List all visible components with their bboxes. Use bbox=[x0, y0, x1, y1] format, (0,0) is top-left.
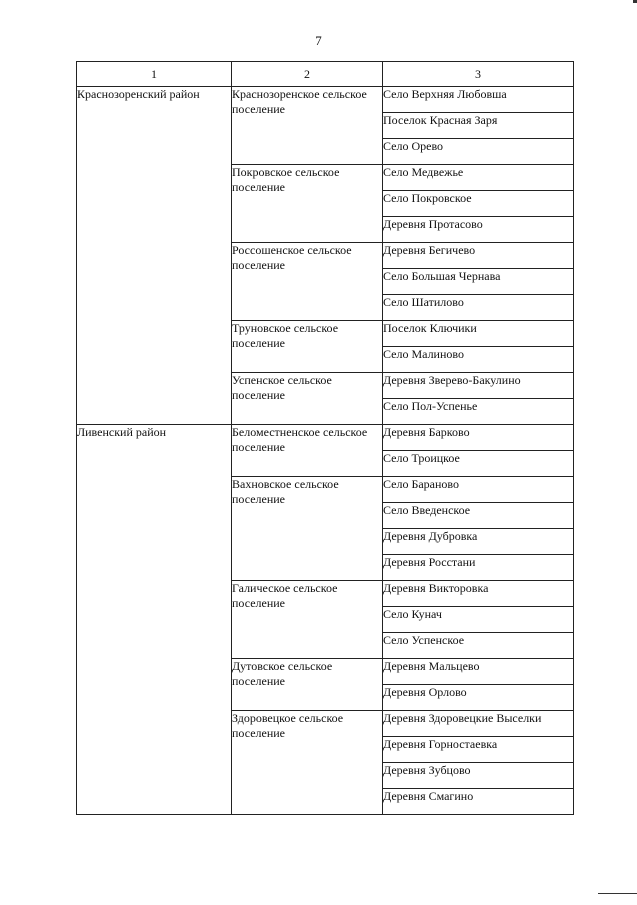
village-cell: Деревня Зубцово bbox=[383, 763, 574, 789]
page-number: 7 bbox=[315, 33, 322, 48]
edge-mark bbox=[633, 0, 637, 3]
village-cell: Село Кунач bbox=[383, 607, 574, 633]
edge-mark bbox=[598, 893, 637, 894]
village-cell: Село Успенское bbox=[383, 633, 574, 659]
village-cell: Деревня Мальцево bbox=[383, 659, 574, 685]
settlement-cell: Труновское сельское поселение bbox=[232, 321, 383, 373]
column-header: 1 bbox=[77, 62, 232, 87]
settlements-table bbox=[76, 61, 574, 815]
village-cell: Поселок Красная Заря bbox=[383, 113, 574, 139]
settlement-cell: Беломестненское сельское поселение bbox=[232, 425, 383, 477]
village-cell: Деревня Орлово bbox=[383, 685, 574, 711]
settlement-cell: Россошенское сельское поселение bbox=[232, 243, 383, 321]
settlement-cell: Галическое сельское поселение bbox=[232, 581, 383, 659]
table-body bbox=[77, 87, 574, 815]
village-cell: Село Большая Чернава bbox=[383, 269, 574, 295]
column-header: 3 bbox=[383, 62, 574, 87]
village-cell: Село Малиново bbox=[383, 347, 574, 373]
village-cell: Деревня Дубровка bbox=[383, 529, 574, 555]
settlement-cell: Здоровецкое сельское поселение bbox=[232, 711, 383, 815]
district-cell: Ливенский район bbox=[77, 425, 232, 815]
village-cell: Село Шатилово bbox=[383, 295, 574, 321]
settlement-cell: Покровское сельское поселение bbox=[232, 165, 383, 243]
village-cell: Деревня Смагино bbox=[383, 789, 574, 815]
village-cell: Деревня Здоровецкие Выселки bbox=[383, 711, 574, 737]
village-cell: Поселок Ключики bbox=[383, 321, 574, 347]
settlement-cell: Успенское сельское поселение bbox=[232, 373, 383, 425]
settlement-cell: Вахновское сельское поселение bbox=[232, 477, 383, 581]
district-cell: Краснозоренский район bbox=[77, 87, 232, 425]
settlement-cell: Дутовское сельское поселение bbox=[232, 659, 383, 711]
village-cell: Село Медвежье bbox=[383, 165, 574, 191]
village-cell: Деревня Зверево-Бакулино bbox=[383, 373, 574, 399]
village-cell: Село Покровское bbox=[383, 191, 574, 217]
header-row bbox=[77, 62, 574, 87]
village-cell: Деревня Росстани bbox=[383, 555, 574, 581]
village-cell: Село Пол-Успенье bbox=[383, 399, 574, 425]
table-row bbox=[77, 425, 574, 451]
village-cell: Деревня Барково bbox=[383, 425, 574, 451]
village-cell: Село Верхняя Любовша bbox=[383, 87, 574, 113]
village-cell: Деревня Горностаевка bbox=[383, 737, 574, 763]
village-cell: Деревня Протасово bbox=[383, 217, 574, 243]
column-header: 2 bbox=[232, 62, 383, 87]
village-cell: Деревня Викторовка bbox=[383, 581, 574, 607]
village-cell: Деревня Бегичево bbox=[383, 243, 574, 269]
village-cell: Село Троицкое bbox=[383, 451, 574, 477]
village-cell: Село Орево bbox=[383, 139, 574, 165]
village-cell: Село Введенское bbox=[383, 503, 574, 529]
settlement-cell: Краснозоренское сельское поселение bbox=[232, 87, 383, 165]
village-cell: Село Бараново bbox=[383, 477, 574, 503]
table-header bbox=[77, 62, 574, 87]
table-row bbox=[77, 87, 574, 113]
